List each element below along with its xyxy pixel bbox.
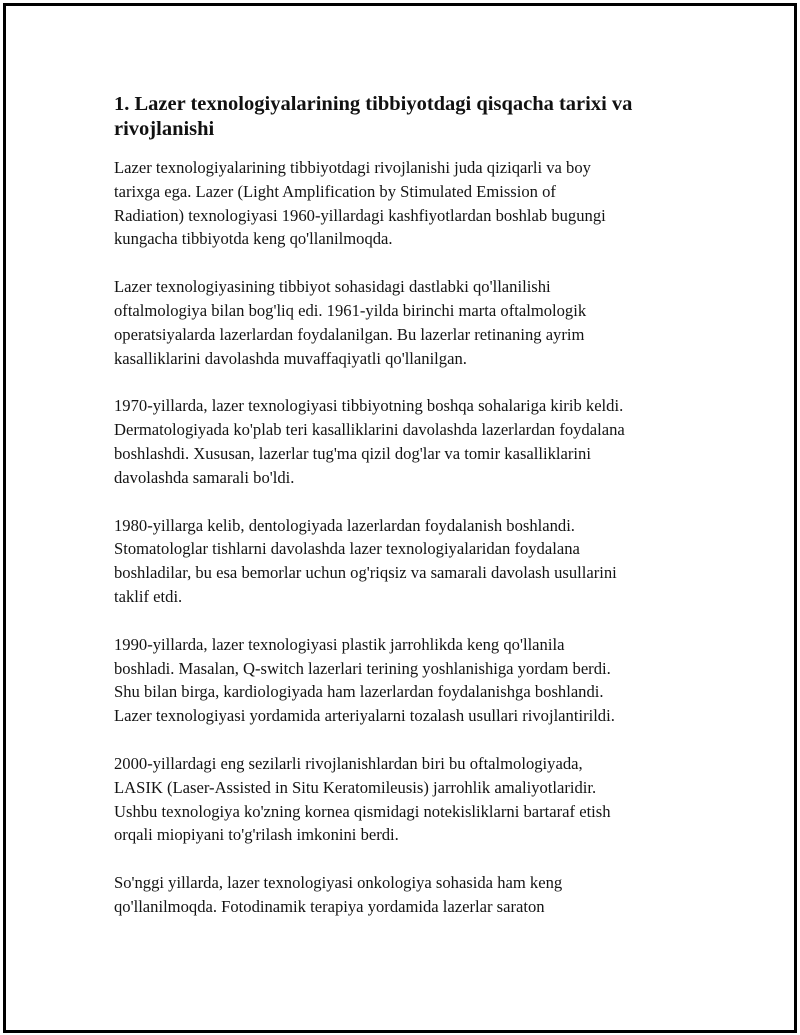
paragraph [114, 871, 704, 919]
paragraph-line: orqali miopiyani to'g'rilash imkonini berdi. [114, 825, 399, 845]
paragraph-line: So'nggi yillarda, lazer texnologiyasi onkologiya sohasida ham keng [114, 873, 563, 893]
document-body [114, 92, 704, 943]
paragraph-line: boshladilar, bu esa bemorlar uchun og'riqsiz va samarali davolash usullarini [114, 563, 617, 583]
paragraph [114, 752, 704, 847]
paragraph-line: 2000-yillardagi eng sezilarli rivojlanishlardan biri bu oftalmologiyada, [114, 753, 583, 773]
paragraph-line: Lazer texnologiyalarining tibbiyotdagi rivojlanishi juda qiziqarli va boy [114, 158, 591, 177]
paragraph-line: Stomatologlar tishlarni davolashda lazer texnologiyalaridan foydalana [114, 539, 580, 559]
paragraph-line: Dermatologiyada ko'plab teri kasalliklarini davolashda lazerlardan foydalana [114, 420, 625, 440]
paragraph-line: Ushbu texnologiya ko'zning kornea qismidagi notekisliklarni bartaraf etish [114, 801, 611, 821]
paragraph [114, 514, 704, 609]
heading-line: rivojlanishi [114, 118, 215, 140]
paragraph-line: oftalmologiya bilan bog'liq edi. 1961-yilda birinchi marta oftalmologik [114, 300, 587, 320]
paragraph [114, 275, 704, 370]
paragraph-line: 1990-yillarda, lazer texnologiyasi plastik jarrohlikda keng qo'llanila [114, 634, 565, 654]
paragraph-line: boshladi. Masalan, Q-switch lazerlari terining yoshlanishiga yordam berdi. [114, 658, 611, 678]
paragraph-line: boshlashdi. Xususan, lazerlar tug'ma qizil dog'lar va tomir kasalliklarini [114, 443, 591, 463]
paragraph-line: Lazer texnologiyasining tibbiyot sohasidagi dastlabki qo'llanilishi [114, 277, 551, 297]
paragraph-line: Radiation) texnologiyasi 1960-yillardagi kashfiyotlardan boshlab bugungi [114, 205, 606, 225]
paragraph-line: 1970-yillarda, lazer texnologiyasi tibbiyotning boshqa sohalariga kirib keldi. [114, 396, 624, 416]
paragraph-line: taklif etdi. [114, 586, 183, 606]
paragraph-line: 1980-yillarga kelib, dentologiyada lazerlardan foydalanish boshlandi. [114, 515, 575, 535]
heading-line: 1. Lazer texnologiyalarining tibbiyotdagi qisqacha tarixi va [114, 93, 633, 115]
section-heading [114, 92, 704, 142]
paragraph-line: tarixga ega. Lazer (Light Amplification by Stimulated Emission of [114, 181, 556, 201]
paragraph-line: Lazer texnologiyasi yordamida arteriyalarni tozalash usullari rivojlantirildi. [114, 706, 615, 726]
paragraph-line: Shu bilan birga, kardiologiyada ham lazerlardan foydalanishga boshlandi. [114, 682, 604, 702]
paragraph [114, 394, 704, 489]
paragraph-line: qo'llanilmoqda. Fotodinamik terapiya yordamida lazerlar saraton [114, 896, 545, 916]
paragraph-line: LASIK (Laser-Assisted in Situ Keratomileusis) jarrohlik amaliyotlaridir. [114, 777, 597, 797]
paragraph [114, 633, 704, 728]
paragraph [114, 156, 704, 251]
paragraph-line: kungacha tibbiyotda keng qo'llanilmoqda. [114, 229, 393, 249]
paragraph-line: davolashda samarali bo'ldi. [114, 467, 295, 487]
paragraph-line: operatsiyalarda lazerlardan foydalanilgan. Bu lazerlar retinaning ayrim [114, 324, 585, 344]
paragraph-line: kasalliklarini davolashda muvaffaqiyatli qo'llanilgan. [114, 348, 467, 368]
